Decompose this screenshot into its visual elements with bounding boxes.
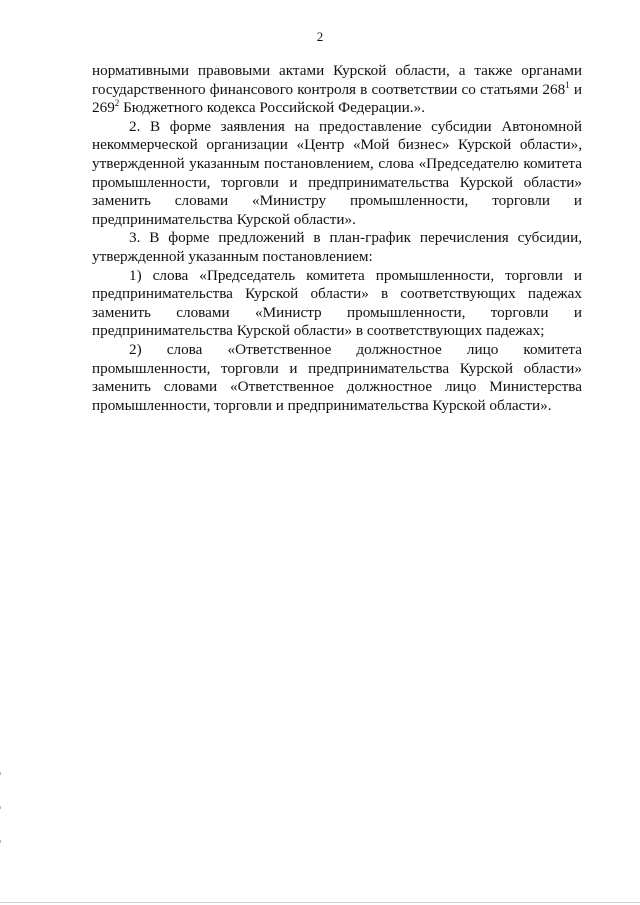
paragraph-1-line-2-text: государственного финансового контроля в соответствии со статьями 268 xyxy=(92,80,566,98)
paragraph-1-line-2-tail: и xyxy=(569,80,582,98)
scan-artifact-mark xyxy=(0,772,1,775)
superscript-1: 1 xyxy=(565,79,570,90)
scan-bottom-edge xyxy=(0,902,640,903)
scan-artifact-mark xyxy=(0,806,1,809)
paragraph-1-line-3-tail: Бюджетного кодекса Российской Федерации.». xyxy=(119,99,425,117)
paragraph-1-line-1: нормативными правовыми актами Курской области, а также органами xyxy=(92,62,582,79)
paragraph-2: 2. В форме заявления на предоставление субсидии Автономной некоммерческой организации «Центр «Мой бизнес» Курской области», утвержденной указанным постановлением, слова «Председателю комитета промышленности, торговли и предпринимательства Курской области» заменить словами «Министру промышленности, торговли и предпринимательства Курской области». xyxy=(92,117,582,228)
scan-artifact-mark xyxy=(0,840,1,843)
paragraph-1-line-3 xyxy=(92,99,425,116)
paragraph-3-item-2: 2) слова «Ответственное должностное лицо комитета промышленности, торговли и предпринимательства Курской области» заменить словами «Ответственное должностное лицо Министерства промышленности, торговли и предпринимательства Курской области». xyxy=(92,340,582,414)
page-number: 2 xyxy=(316,29,324,44)
paragraph-1-line-2 xyxy=(92,81,582,98)
paragraph-3-item-1: 1) слова «Председатель комитета промышленности, торговли и предпринимательства Курской области» в соответствующих падежах заменить словами «Министр промышленности, торговли и предпринимательства Курской области» в соответствующих падежах; xyxy=(92,266,582,340)
superscript-2: 2 xyxy=(114,98,120,109)
document-body xyxy=(92,62,582,415)
paragraph-continuation xyxy=(92,62,582,118)
paragraph-3: 3. В форме предложений в план-график перечисления субсидии, утвержденной указанным постановлением: xyxy=(92,229,582,265)
paragraph-1-line-3-text: 269 xyxy=(92,99,115,117)
